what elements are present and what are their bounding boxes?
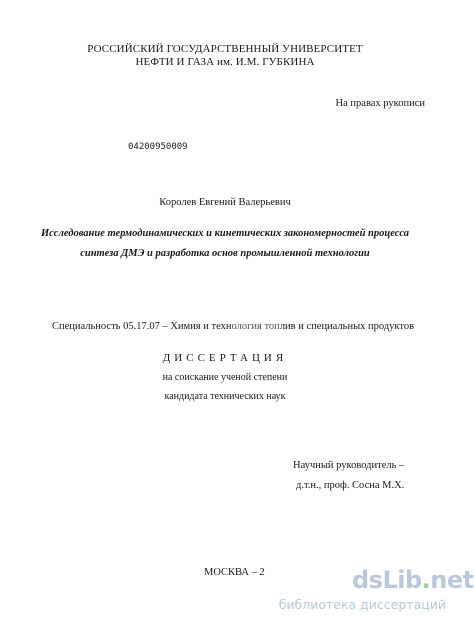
dissertation-heading: ДИССЕРТАЦИЯ xyxy=(162,352,288,364)
watermark-tagline: библиотека диссертаций xyxy=(278,597,446,612)
specialty-prefix: Специальность 05.17.07 – Химия и техн xyxy=(52,321,232,332)
watermark-logo xyxy=(352,566,474,594)
thesis-title-line2: синтеза ДМЭ и разработка основ промышленной технологии xyxy=(80,248,370,259)
specialty-faded: ология топ xyxy=(231,321,280,332)
specialty-line xyxy=(52,322,414,333)
author-name: Королев Евгений Валерьевич xyxy=(159,197,291,208)
degree-line2: кандидата технических наук xyxy=(164,391,286,402)
degree-line1: на соискание ученой степени xyxy=(162,372,288,383)
watermark-logo-main: dsLib xyxy=(352,566,422,594)
manuscript-note: На правах рукописи xyxy=(335,98,425,109)
dslib-watermark xyxy=(268,566,474,618)
university-name-line2: НЕФТИ И ГАЗА им. И.М. ГУБКИНА xyxy=(135,56,315,68)
advisor-name: д.т.н., проф. Сосна М.Х. xyxy=(296,480,405,491)
thesis-title-line1: Исследование термодинамических и кинетических закономерностей процесса xyxy=(40,228,410,239)
watermark-logo-dot: . xyxy=(421,566,431,594)
university-name-line1: РОССИЙСКИЙ ГОСУДАРСТВЕННЫЙ УНИВЕРСИТЕТ xyxy=(87,43,363,55)
city-year: МОСКВА – 2 xyxy=(204,567,265,578)
specialty-suffix: лив и специальных продуктов xyxy=(279,321,415,332)
watermark-logo-tld: net xyxy=(430,566,474,594)
catalog-code: 04200950009 xyxy=(128,142,188,152)
advisor-label: Научный руководитель – xyxy=(293,460,405,471)
